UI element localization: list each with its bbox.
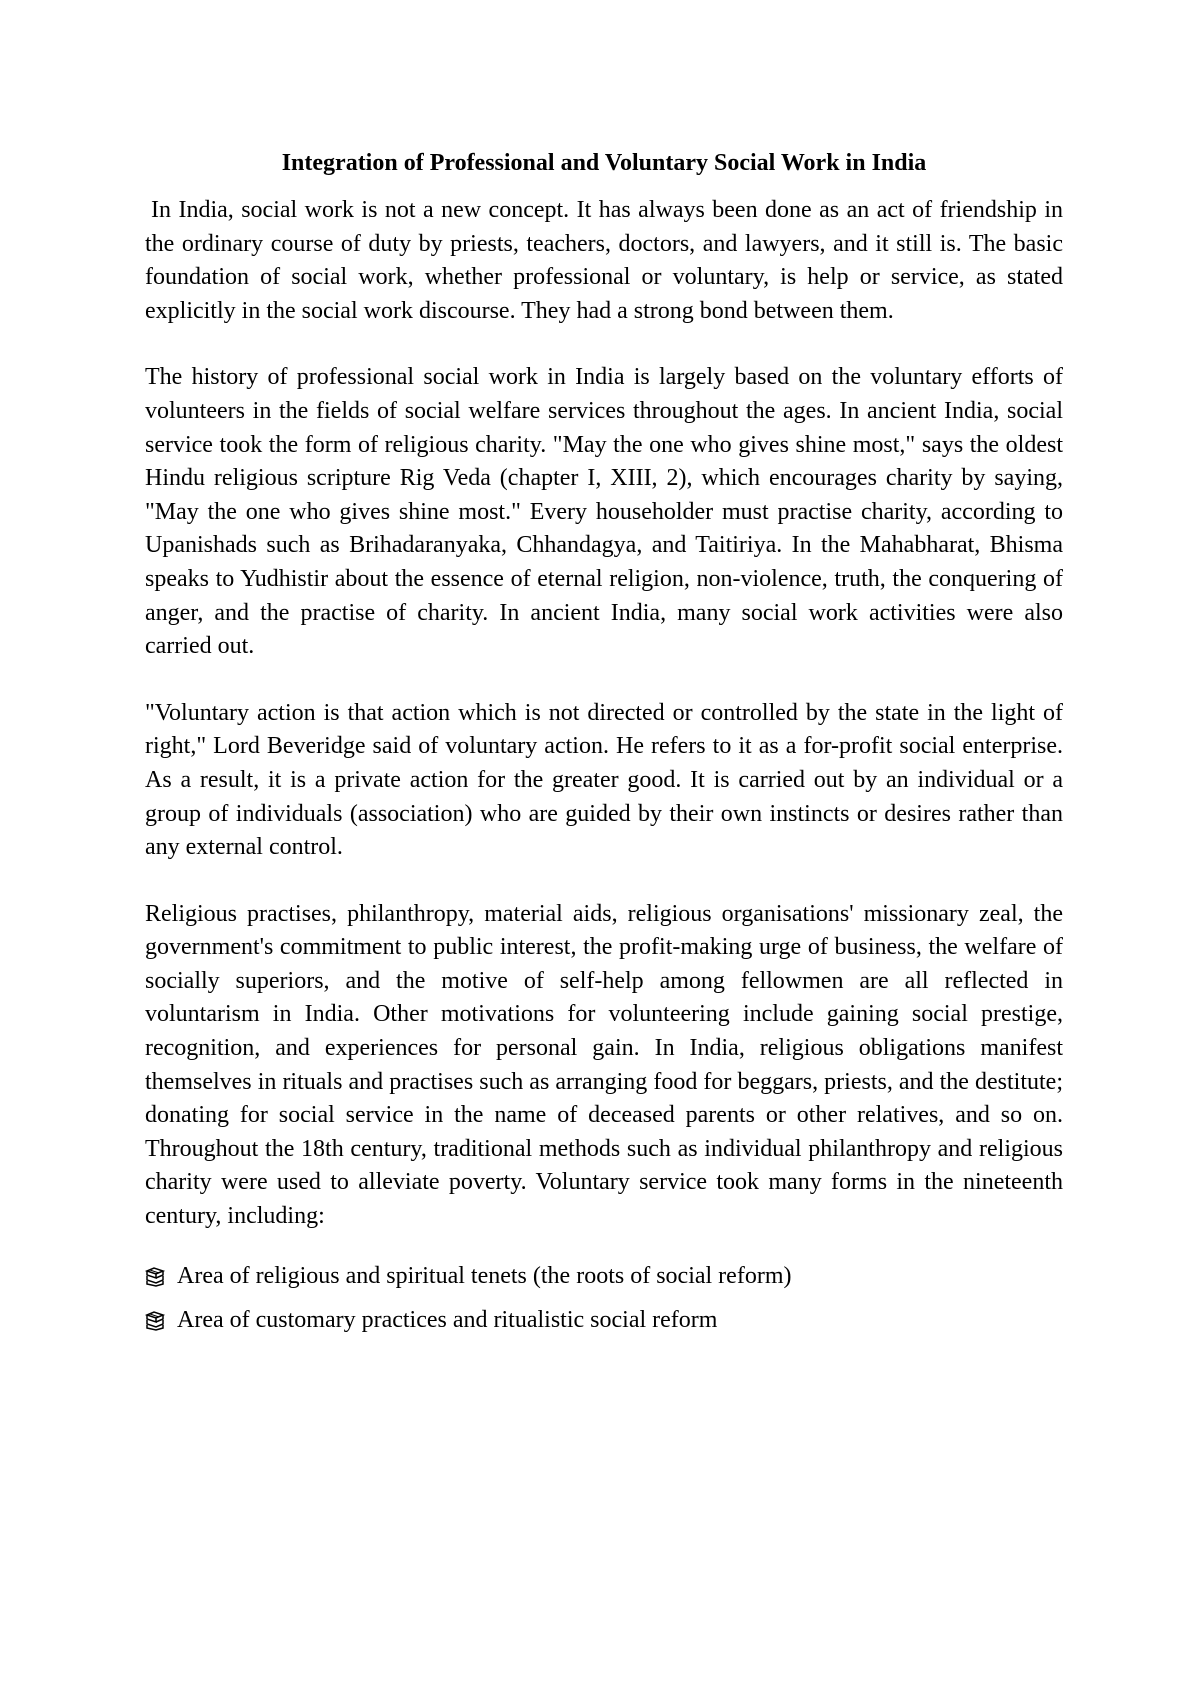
books-icon [145, 1311, 165, 1331]
document-page [145, 146, 1063, 1349]
list-item [145, 1260, 1063, 1294]
books-icon [145, 1267, 165, 1287]
paragraph-history: The history of professional social work in India is largely based on the voluntary efforts of volunteers in the fields of social welfare services throughout the ages. In ancient India, social service took the form of religious charity. "May the one who gives shine most," says the oldest Hindu religious scripture Rig Veda (chapter I, XIII, 2), which encourages charity by saying, "May the one who gives shine most." Every householder must practise charity, according to Upanishads such as Brihadaranyaka, Chhandagya, and Taitiriya. In the Mahabharat, Bhisma speaks to Yudhistir about the essence of eternal religion, non-violence, truth, the conquering of anger, and the practise of charity. In ancient India, many social work activities were also carried out. [145, 364, 1063, 660]
list-item [145, 1304, 1063, 1338]
bullet-text: Area of customary practices and ritualistic social reform [177, 1307, 718, 1334]
bullet-text: Area of religious and spiritual tenets (the roots of social reform) [177, 1262, 792, 1289]
paragraph-voluntary-action: "Voluntary action is that action which is not directed or controlled by the state in the light of right," Lord Beveridge said of voluntary action. He refers to it as a for-profit social enterprise. As a result, it is a private action for the greater good. It is carried out by an individual or a group of individuals (association) who are guided by their own instincts or desires rather than any external control. [145, 699, 1063, 861]
paragraph-motivations: Religious practises, philanthropy, material aids, religious organisations' missionary zeal, the government's commitment to public interest, the profit-making urge of business, the welfare of socially superiors, and the motive of self-help among fellowmen are all reflected in voluntarism in India. Other motivations for volunteering include gaining social prestige, recognition, and experiences for personal gain. In India, religious obligations manifest themselves in rituals and practises such as arranging food for beggars, priests, and the destitute; donating for social service in the name of deceased parents or other relatives, and so on. Throughout the 18th century, traditional methods such as individual philanthropy and religious charity were used to alleviate poverty. Voluntary service took many forms in the nineteenth century, including: [145, 900, 1063, 1230]
bullet-list [145, 1260, 1063, 1338]
document-title: Integration of Professional and Voluntary Social Work in India [281, 150, 927, 176]
paragraph-intro: In India, social work is not a new concept. It has always been done as an act of friendship in the ordinary course of duty by priests, teachers, doctors, and lawyers, and it still is. The basic foundation of social work, whether professional or voluntary, is help or service, as stated explicitly in the social work discourse. They had a strong bond between them. [145, 197, 1063, 324]
